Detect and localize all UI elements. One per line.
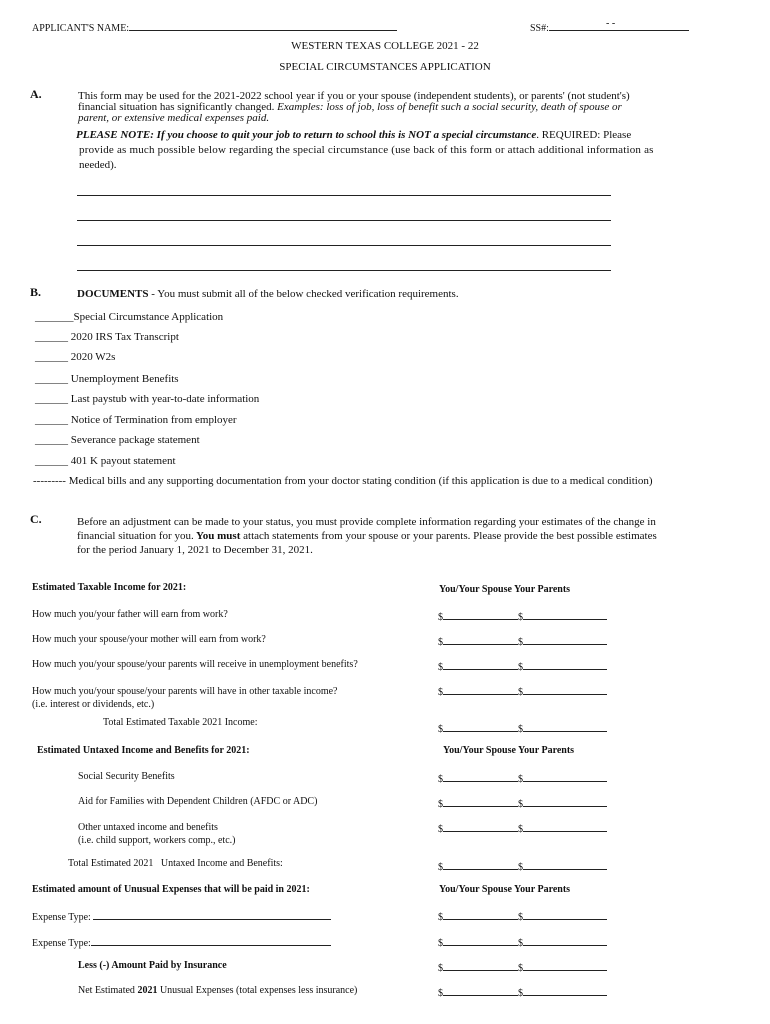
- taxable-q3: How much you/your spouse/your parents will receive in unemployment benefits?: [32, 659, 358, 670]
- ss-dashes: - -: [606, 18, 616, 29]
- ss-number-line[interactable]: [549, 20, 689, 31]
- documents-heading-bold: DOCUMENTS: [77, 288, 149, 300]
- note-rest: . REQUIRED: Please: [536, 129, 632, 141]
- expenses-heading: Estimated amount of Unusual Expenses that will be paid in 2021:: [32, 884, 310, 895]
- circumstance-line-4[interactable]: [77, 270, 611, 271]
- amount-row[interactable]: $ $: [438, 659, 607, 673]
- insurance-label: Less (-) Amount Paid by Insurance: [78, 960, 227, 971]
- applicant-name-line[interactable]: [129, 20, 397, 31]
- document-item[interactable]: ______ 2020 IRS Tax Transcript: [35, 331, 179, 343]
- circumstance-line-3[interactable]: [77, 245, 611, 246]
- untaxed-total-label: Total Estimated 2021 Untaxed Income and Benefits:: [68, 858, 283, 869]
- document-item[interactable]: ______ 401 K payout statement: [35, 455, 176, 467]
- applicant-name-label: APPLICANT'S NAME:: [32, 23, 130, 34]
- taxable-q4: How much you/your spouse/your parents will have in other taxable income? (i.e. interest or dividends, etc.): [32, 686, 338, 710]
- column-header: You/Your Spouse Your Parents: [443, 745, 575, 756]
- amount-row[interactable]: $ $: [438, 985, 607, 999]
- taxable-total-label: Total Estimated Taxable 2021 Income:: [103, 717, 258, 728]
- taxable-q1: How much you/your father will earn from work?: [32, 609, 228, 620]
- column-header: You/Your Spouse Your Parents: [439, 884, 571, 895]
- untaxed-heading: Estimated Untaxed Income and Benefits for 2021:: [37, 745, 250, 756]
- amount-row[interactable]: $ $: [438, 859, 607, 873]
- untaxed-q1: Social Security Benefits: [78, 771, 175, 782]
- section-c-line1: Before an adjustment can be made to your status, you must provide complete information regarding your estimates of the change in: [77, 516, 656, 528]
- taxable-q2: How much your spouse/your mother will earn from work?: [32, 634, 266, 645]
- documents-heading-rest: - You must submit all of the below checked verification requirements.: [148, 288, 459, 300]
- section-a-examples-2: parent, or extensive medical expenses paid.: [78, 112, 270, 124]
- documents-heading: [77, 288, 459, 300]
- column-header: You/Your Spouse Your Parents: [439, 584, 571, 595]
- amount-row[interactable]: $ $: [438, 960, 607, 974]
- amount-row[interactable]: $ $: [438, 634, 607, 648]
- circumstance-line-1[interactable]: [77, 195, 611, 196]
- section-c-letter: C.: [30, 512, 42, 526]
- amount-row[interactable]: $ $: [438, 909, 607, 923]
- amount-row[interactable]: $ $: [438, 796, 607, 810]
- document-item[interactable]: --------- Medical bills and any supporting documentation from your doctor stating condition (if this application is due to a medical condition): [33, 475, 653, 487]
- section-c-line3: for the period January 1, 2021 to December 31, 2021.: [77, 544, 313, 556]
- untaxed-q2: Aid for Families with Dependent Children (AFDC or ADC): [78, 796, 318, 807]
- note-line3: needed).: [79, 159, 117, 171]
- amount-row[interactable]: $ $: [438, 771, 607, 785]
- section-a-intro-line1: This form may be used for the 2021-2022 school year if you or your spouse (independent students), or parents' (not student's): [78, 90, 630, 102]
- amount-row[interactable]: $ $: [438, 609, 607, 623]
- section-a-letter: A.: [30, 87, 42, 101]
- amount-row[interactable]: $ $: [438, 721, 607, 735]
- document-item[interactable]: ______ 2020 W2s: [35, 351, 116, 363]
- document-item[interactable]: ______ Severance package statement: [35, 434, 200, 446]
- applicant-name-field[interactable]: [32, 20, 397, 34]
- document-item[interactable]: ______ Last paystub with year-to-date information: [35, 393, 260, 405]
- section-b-letter: B.: [30, 285, 42, 299]
- expense-type-1[interactable]: Expense Type:: [32, 909, 331, 923]
- note-line2: provide as much possible below regarding the special circumstance (use back of this form or attach additional information as: [79, 144, 654, 156]
- note-bold: PLEASE NOTE: If you choose to quit your job to return to school this is NOT a special circumstance: [76, 129, 537, 141]
- taxable-heading: Estimated Taxable Income for 2021:: [32, 582, 187, 593]
- section-a-intro-line2: financial situation has significantly changed.: [78, 101, 275, 113]
- ss-label: SS#:: [530, 23, 549, 34]
- section-a-note: [76, 128, 756, 173]
- amount-row[interactable]: $ $: [438, 684, 607, 698]
- section-a-intro: [78, 91, 748, 124]
- net-expenses-label: Net Estimated 2021 Unusual Expenses (total expenses less insurance): [78, 985, 358, 996]
- amount-row[interactable]: $ $: [438, 821, 607, 835]
- amount-row[interactable]: $ $: [438, 935, 607, 949]
- untaxed-q3: Other untaxed income and benefits (i.e. child support, workers comp., etc.): [78, 822, 236, 846]
- form-title: SPECIAL CIRCUMSTANCES APPLICATION: [279, 61, 491, 73]
- document-item[interactable]: ______ Unemployment Benefits: [35, 373, 179, 385]
- section-c-text: Before an adjustment can be made to your status, you must provide complete information regarding your estimates of the change in financial situation for you. You must attach statements from your spouse or your parents. Please provide the best possible estimates for the period January 1, 2021 to December 31, 2021.: [77, 515, 757, 557]
- document-item[interactable]: _______Special Circumstance Application: [35, 311, 224, 323]
- section-a-examples-1: Examples: loss of job, loss of benefit such a social security, death of spouse or: [277, 101, 622, 113]
- expense-type-2[interactable]: Expense Type:: [32, 935, 331, 949]
- college-title: WESTERN TEXAS COLLEGE 2021 - 22: [291, 40, 479, 52]
- circumstance-line-2[interactable]: [77, 220, 611, 221]
- document-item[interactable]: ______ Notice of Termination from employer: [35, 414, 237, 426]
